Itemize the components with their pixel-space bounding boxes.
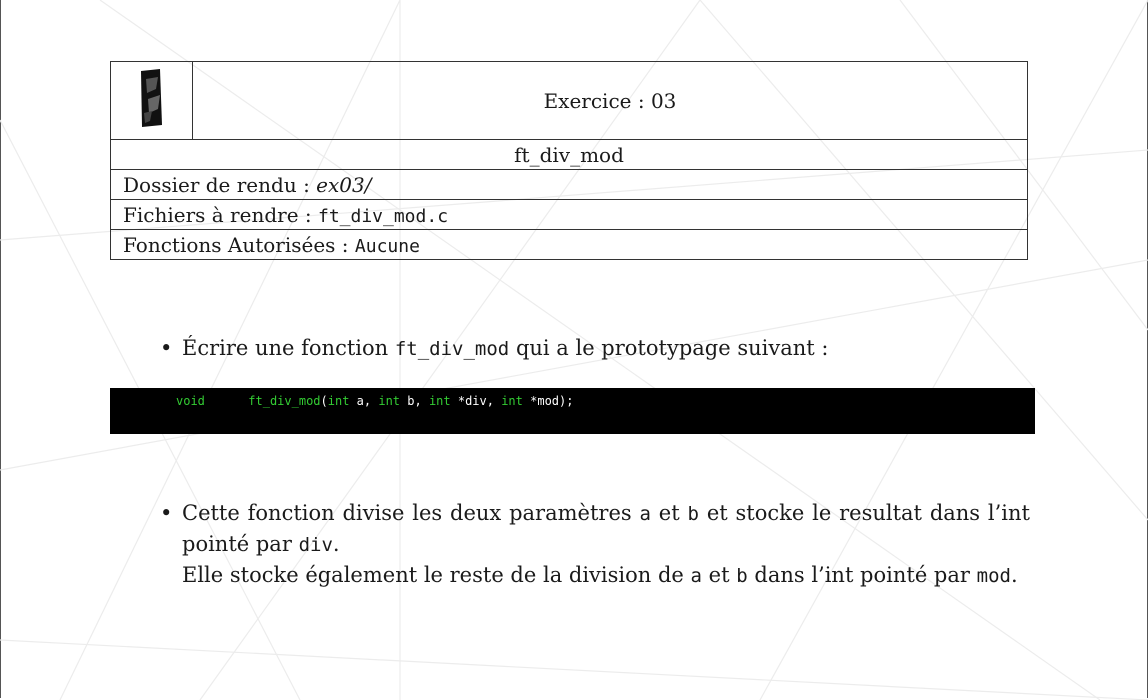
code-p4: *mod); <box>522 394 574 408</box>
code-p1: a, <box>349 394 379 408</box>
folder-label: Dossier de rendu : <box>123 172 310 197</box>
param-mod: mod <box>976 565 1011 587</box>
function-name: ft_div_mod <box>514 142 624 167</box>
functions-row <box>111 230 1028 260</box>
code-p3: *div, <box>450 394 502 408</box>
bullet1-prefix: Écrire une fonction <box>182 336 389 360</box>
param-a: a <box>639 503 651 525</box>
bullet2-s1: Cette fonction divise les deux paramètres <box>182 501 632 525</box>
bullet2-s5: dans l’int pointé par <box>754 563 970 587</box>
bullet2-and1: et <box>658 501 680 525</box>
exercise-number: 03 <box>650 88 677 113</box>
files-value: ft_div_mod.c <box>317 205 449 227</box>
bullet2-s3: . <box>332 532 340 556</box>
files-row <box>111 200 1028 230</box>
bullet2-s4: Elle stocke également le reste de la division de <box>182 563 684 587</box>
exercise-header-table <box>110 61 1028 260</box>
exercise-title-cell <box>193 62 1028 140</box>
bullet1-suffix: qui a le prototypage suivant : <box>515 336 829 360</box>
logo-cell <box>111 62 193 140</box>
bullet2-s6: . <box>1010 563 1018 587</box>
param-b: b <box>687 503 699 525</box>
param-b-2: b <box>736 565 748 587</box>
functions-value: Aucune <box>354 235 420 257</box>
bullet2-s2: et stocke le resultat dans l’int pointé par <box>182 501 1030 556</box>
bullet-dot: • <box>160 501 173 525</box>
bullet1-func: ft_div_mod <box>394 338 510 360</box>
functions-label: Fonctions Autorisées : <box>123 232 349 257</box>
folder-value: ex03/ <box>316 172 372 197</box>
bullet-dot: • <box>160 336 173 360</box>
code-t2: int <box>378 394 401 408</box>
code-open: ( <box>320 394 328 408</box>
exercise-label: Exercice : <box>543 88 645 113</box>
school-logo <box>138 69 166 127</box>
code-p2: b, <box>400 394 429 408</box>
prototype-line <box>176 394 573 408</box>
code-t1: int <box>327 394 350 408</box>
function-name-row <box>111 140 1028 170</box>
instruction-bullet-2 <box>160 498 1030 591</box>
param-div: div <box>298 534 333 556</box>
code-block <box>110 388 1035 434</box>
param-a-2: a <box>690 565 702 587</box>
code-t4: int <box>501 394 523 408</box>
folder-row <box>111 170 1028 200</box>
files-label: Fichiers à rendre : <box>123 202 312 227</box>
instruction-bullet-1 <box>160 333 840 364</box>
code-t3: int <box>428 394 451 408</box>
bullet2-and2: et <box>708 563 730 587</box>
code-ret-type: void <box>176 394 205 408</box>
code-func: ft_div_mod <box>248 394 321 408</box>
